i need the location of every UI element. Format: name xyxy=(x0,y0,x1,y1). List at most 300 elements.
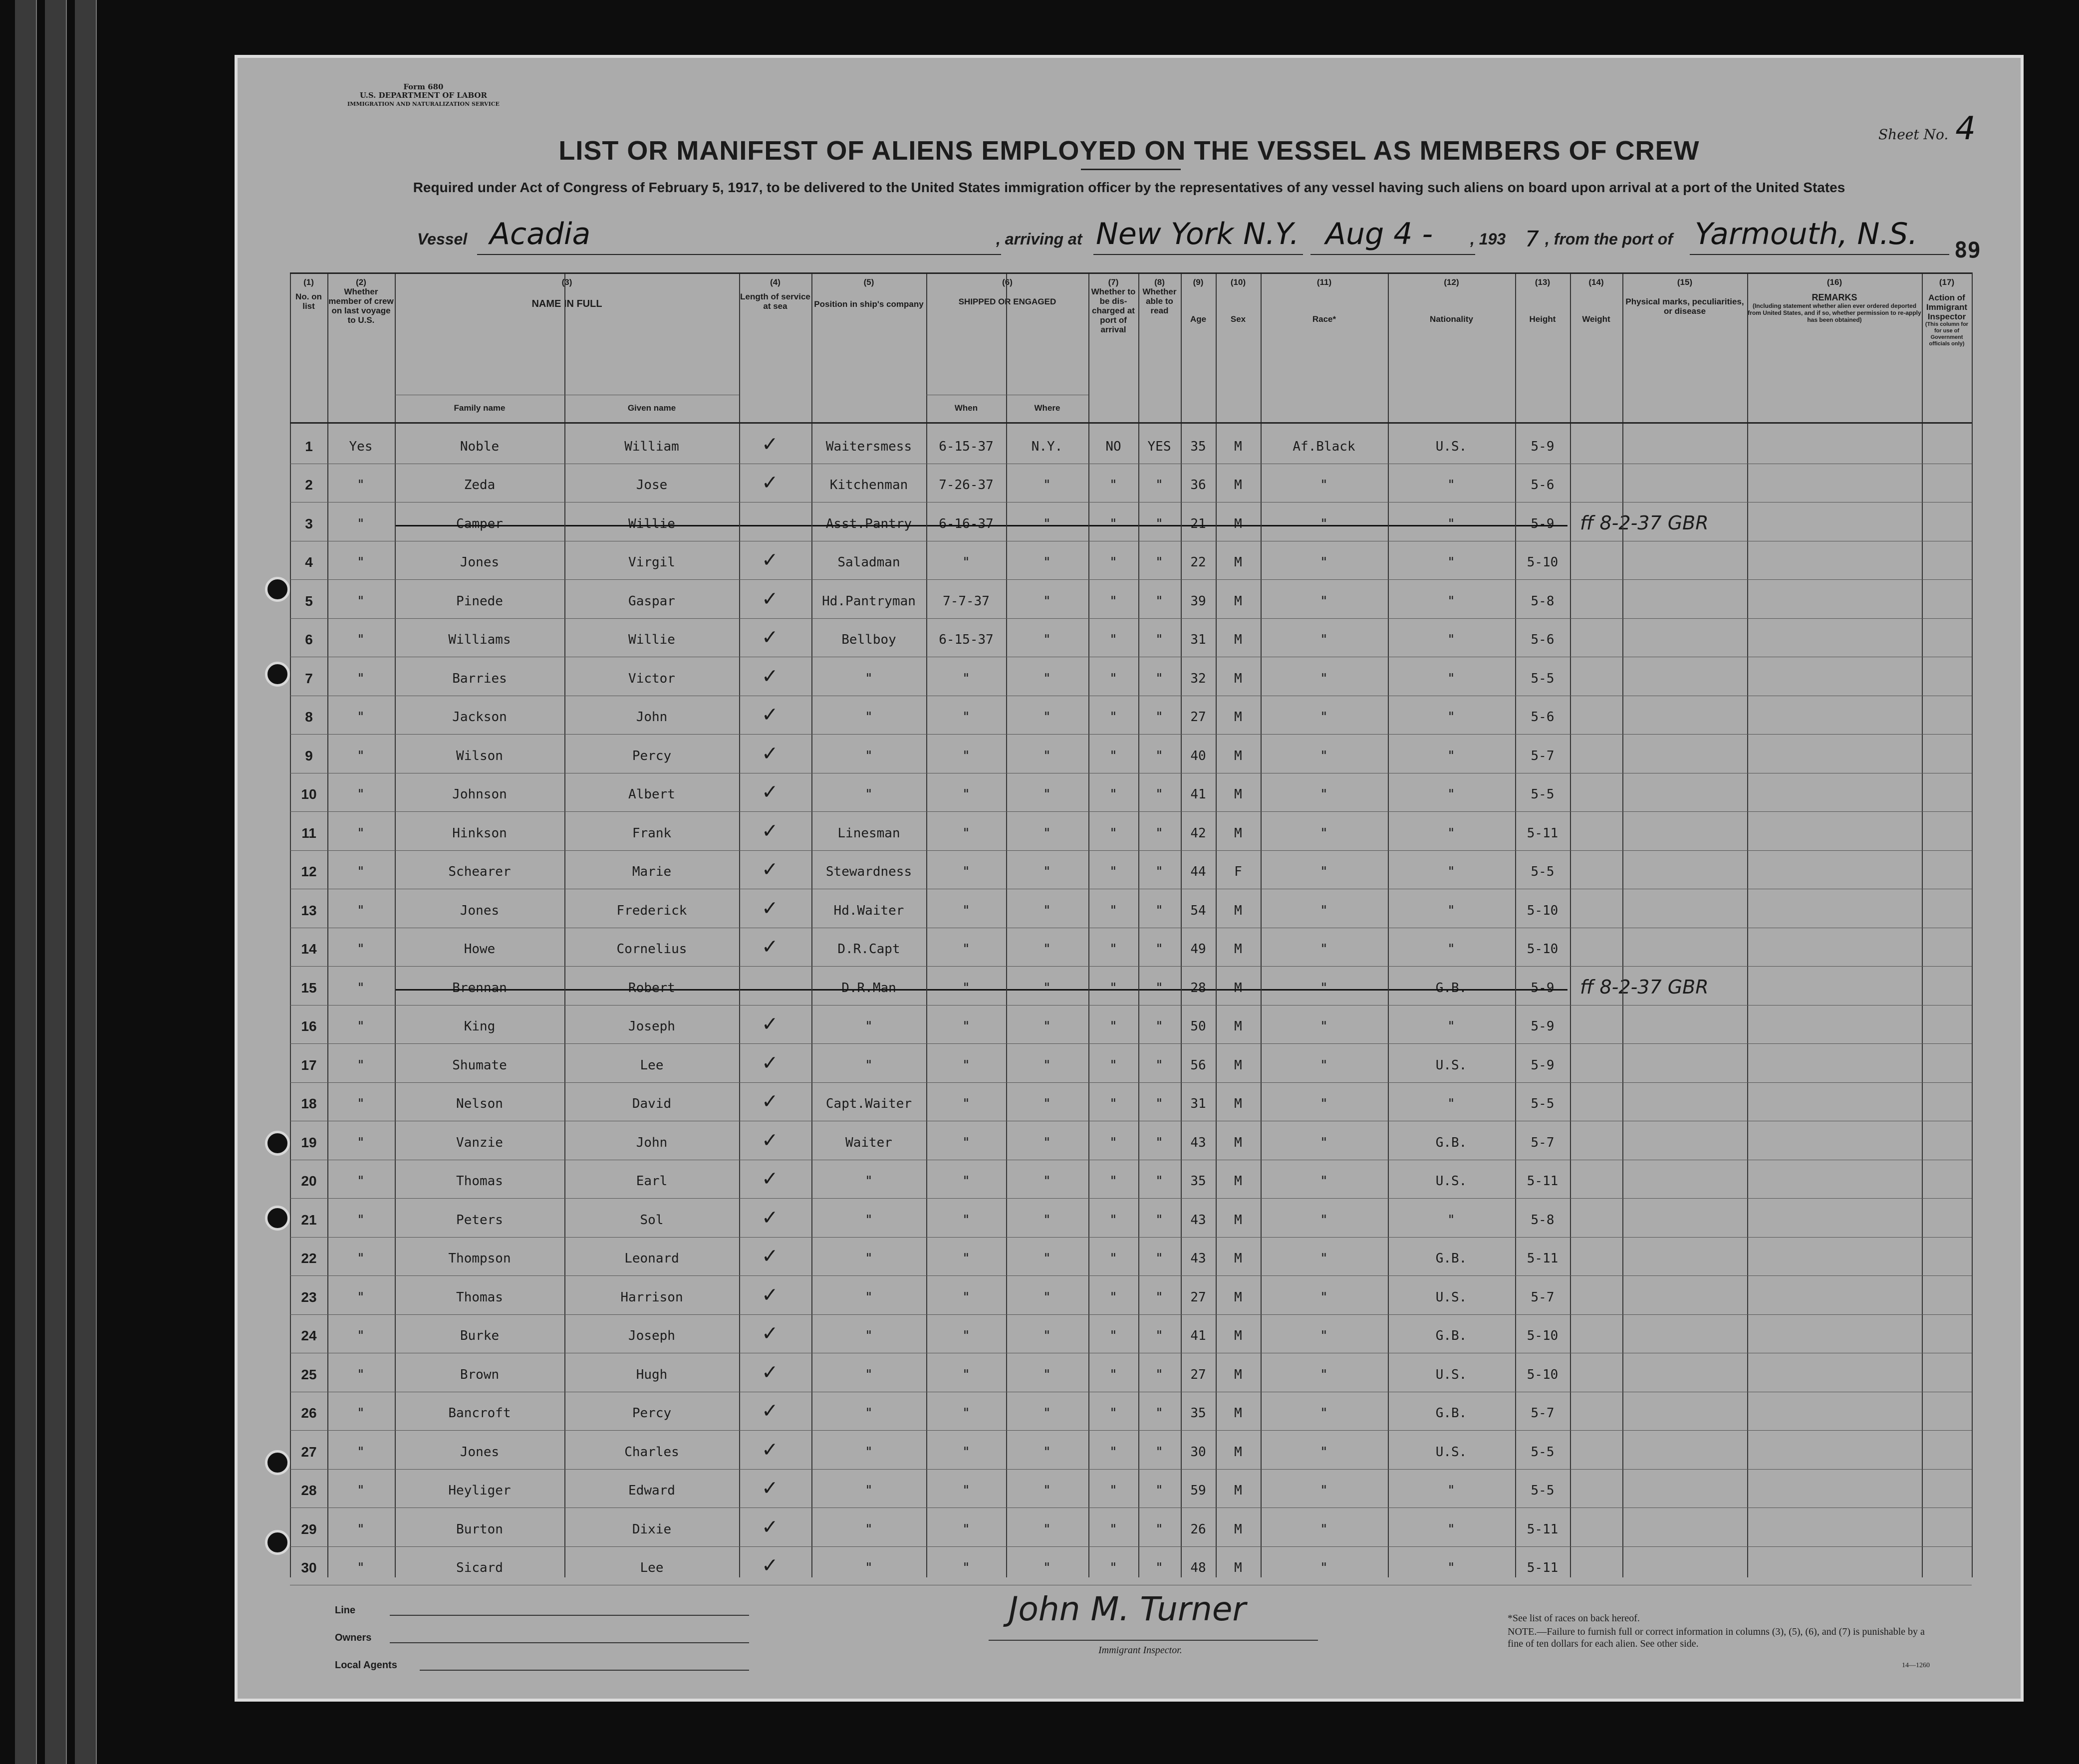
cell-age: 27 xyxy=(1190,1289,1206,1305)
cell-height: 5-9 xyxy=(1531,980,1555,996)
column-rule xyxy=(1216,272,1217,1577)
header-col4 xyxy=(739,277,811,311)
header-col14-label: Weight xyxy=(1582,314,1610,324)
column-rule xyxy=(926,272,927,1577)
cell-family-name: King xyxy=(464,1019,496,1034)
cell-race: " xyxy=(1320,1096,1328,1112)
row-rule xyxy=(290,1005,1972,1006)
cell-given-name: Joseph xyxy=(628,1019,675,1034)
cell-sex: M xyxy=(1234,516,1242,531)
cell-ship-position: Linesman xyxy=(837,825,900,841)
cell-family-name: Barries xyxy=(452,671,507,686)
cell-row-number: 5 xyxy=(305,593,313,609)
cell-race: " xyxy=(1320,1560,1328,1576)
cell-given-name: John xyxy=(636,1135,668,1150)
cell-sex: M xyxy=(1234,748,1242,763)
cell-discharged: " xyxy=(1109,942,1117,957)
cell-service-checkmark: ✓ xyxy=(762,819,779,843)
cell-age: 59 xyxy=(1190,1483,1206,1499)
cell-height: 5-7 xyxy=(1531,1289,1555,1305)
cell-family-name: Bancroft xyxy=(448,1406,511,1421)
cell-ship-position: " xyxy=(865,710,873,725)
cell-race: " xyxy=(1320,1174,1328,1189)
cell-height: 5-6 xyxy=(1531,478,1555,493)
cell-given-name: Victor xyxy=(628,671,675,686)
cell-crew-last-voyage: " xyxy=(357,748,365,763)
cell-family-name: Pinede xyxy=(456,593,503,609)
cell-shipped-where: " xyxy=(1043,593,1051,609)
cell-able-to-read: " xyxy=(1155,1174,1163,1189)
cell-family-name: Burke xyxy=(460,1328,500,1344)
row-rule xyxy=(290,1275,1972,1276)
cell-height: 5-11 xyxy=(1527,1521,1559,1537)
cell-race: " xyxy=(1320,1019,1328,1034)
cell-row-number: 23 xyxy=(301,1289,317,1305)
cell-sex: M xyxy=(1234,825,1242,841)
cell-sex: M xyxy=(1234,903,1242,918)
punch-hole xyxy=(265,1450,290,1475)
cell-able-to-read: " xyxy=(1155,1483,1163,1499)
cell-row-number: 3 xyxy=(305,515,313,531)
header-col7-label: Whether to be dis-charged at port of arrival xyxy=(1091,287,1136,334)
cell-row-number: 1 xyxy=(305,438,313,454)
header-col8-label: Whether able to read xyxy=(1142,287,1177,315)
cell-crew-last-voyage: " xyxy=(357,710,365,725)
cell-sex: M xyxy=(1234,1444,1242,1460)
column-rule xyxy=(327,272,328,1577)
column-rule xyxy=(1006,272,1007,1577)
cell-nationality: " xyxy=(1447,1019,1455,1034)
row-rule xyxy=(290,502,1972,503)
cell-ship-position: " xyxy=(865,1019,873,1034)
cell-discharged: " xyxy=(1109,516,1117,531)
cell-service-checkmark: ✓ xyxy=(762,1322,779,1345)
cell-discharged: " xyxy=(1109,903,1117,918)
cell-sex: M xyxy=(1234,1289,1242,1305)
cell-given-name: Percy xyxy=(632,1406,672,1421)
cell-shipped-when: 6-15-37 xyxy=(939,632,994,648)
cell-family-name: Burton xyxy=(456,1521,503,1537)
cell-shipped-where: " xyxy=(1043,1483,1051,1499)
cell-crew-last-voyage: " xyxy=(357,942,365,957)
cell-service-checkmark: ✓ xyxy=(762,1167,779,1191)
row-rule xyxy=(290,618,1972,619)
cell-race: " xyxy=(1320,1212,1328,1228)
cell-service-checkmark: ✓ xyxy=(762,1283,779,1307)
cell-shipped-when: 6-16-37 xyxy=(939,516,994,531)
cell-height: 5-10 xyxy=(1527,942,1559,957)
cell-height: 5-6 xyxy=(1531,710,1555,725)
cell-crew-last-voyage: " xyxy=(357,787,365,802)
cell-family-name: Wilson xyxy=(456,748,503,763)
cell-ship-position: " xyxy=(865,1521,873,1537)
cell-age: 49 xyxy=(1190,942,1206,957)
cell-shipped-when: 6-15-37 xyxy=(939,439,994,454)
cell-row-number: 12 xyxy=(301,864,317,880)
cell-nationality: " xyxy=(1447,1521,1455,1537)
header-col1-num: (1) xyxy=(303,277,314,287)
header-col1 xyxy=(290,277,327,311)
cell-discharged: " xyxy=(1109,710,1117,725)
cell-race: Af.Black xyxy=(1293,439,1355,454)
cell-service-checkmark: ✓ xyxy=(762,1477,779,1500)
column-rule xyxy=(1138,272,1139,1577)
cell-sex: M xyxy=(1234,478,1242,493)
cell-row-number: 25 xyxy=(301,1366,317,1382)
cell-given-name: Frederick xyxy=(616,903,687,918)
row-rule xyxy=(290,1043,1972,1044)
cell-service-checkmark: ✓ xyxy=(762,1361,779,1384)
cell-nationality: U.S. xyxy=(1435,1444,1467,1460)
cell-service-checkmark: ✓ xyxy=(762,858,779,881)
agents-label: Local Agents xyxy=(335,1660,397,1671)
cell-family-name: Thompson xyxy=(448,1251,511,1266)
header-col3-num: (3) xyxy=(561,277,572,287)
cell-family-name: Jones xyxy=(460,555,500,570)
cell-service-checkmark: ✓ xyxy=(762,897,779,920)
cell-discharged: " xyxy=(1109,748,1117,763)
cell-age: 30 xyxy=(1190,1444,1206,1460)
row-rule xyxy=(290,850,1972,851)
cell-age: 50 xyxy=(1190,1019,1206,1034)
agents-rule xyxy=(420,1670,749,1671)
cell-height: 5-11 xyxy=(1527,825,1559,841)
cell-shipped-where: " xyxy=(1043,1406,1051,1421)
cell-row-number: 21 xyxy=(301,1212,317,1228)
cell-age: 35 xyxy=(1190,439,1206,454)
cell-height: 5-10 xyxy=(1527,903,1559,918)
vessel-label: Vessel xyxy=(417,230,468,248)
row-rule xyxy=(290,966,1972,967)
cell-nationality: G.B. xyxy=(1435,1251,1467,1266)
cell-shipped-where: " xyxy=(1043,1096,1051,1112)
cell-able-to-read: " xyxy=(1155,632,1163,648)
cell-able-to-read: " xyxy=(1155,864,1163,880)
cell-family-name: Brown xyxy=(460,1367,500,1382)
column-rule xyxy=(290,272,291,1577)
cell-discharged: " xyxy=(1109,825,1117,841)
cell-row-number: 26 xyxy=(301,1405,317,1421)
cell-discharged: " xyxy=(1109,1483,1117,1499)
cell-shipped-when: " xyxy=(962,1367,970,1382)
cell-sex: M xyxy=(1234,980,1242,996)
cell-shipped-where: " xyxy=(1043,1057,1051,1073)
cell-crew-last-voyage: " xyxy=(357,864,365,880)
cell-race: " xyxy=(1320,1251,1328,1266)
cell-age: 56 xyxy=(1190,1057,1206,1073)
cell-ship-position: Stewardness xyxy=(825,864,912,880)
cell-ship-position: Waitersmess xyxy=(825,439,912,454)
cell-able-to-read: YES xyxy=(1147,439,1171,454)
cell-race: " xyxy=(1320,671,1328,686)
punch-hole xyxy=(265,1530,290,1555)
header-col9-label: Age xyxy=(1190,314,1207,324)
cell-age: 27 xyxy=(1190,1367,1206,1382)
cell-nationality: U.S. xyxy=(1435,1289,1467,1305)
cell-row-number: 29 xyxy=(301,1521,317,1537)
cell-crew-last-voyage: " xyxy=(357,1521,365,1537)
cell-service-checkmark: ✓ xyxy=(762,1012,779,1036)
cell-shipped-when: " xyxy=(962,1135,970,1150)
column-rule xyxy=(1088,272,1089,1577)
cell-shipped-where: " xyxy=(1043,1521,1051,1537)
title-rule xyxy=(1081,169,1181,170)
cell-service-checkmark: ✓ xyxy=(762,1515,779,1539)
cell-able-to-read: " xyxy=(1155,1057,1163,1073)
cell-able-to-read: " xyxy=(1155,980,1163,996)
cell-age: 41 xyxy=(1190,1328,1206,1344)
header-col16 xyxy=(1747,277,1922,323)
cell-shipped-where: " xyxy=(1043,1212,1051,1228)
cell-given-name: Frank xyxy=(632,825,672,841)
cell-sex: M xyxy=(1234,671,1242,686)
cell-crew-last-voyage: " xyxy=(357,516,365,531)
cell-row-number: 8 xyxy=(305,709,313,725)
cell-sex: M xyxy=(1234,593,1242,609)
cell-shipped-where: " xyxy=(1043,1019,1051,1034)
cell-nationality: U.S. xyxy=(1435,439,1467,454)
cell-family-name: Jones xyxy=(460,903,500,918)
cell-family-name: Thomas xyxy=(456,1174,503,1189)
cell-ship-position: " xyxy=(865,1367,873,1382)
vessel-underline xyxy=(477,254,1001,255)
inspector-signature: John M. Turner xyxy=(1009,1590,1246,1628)
cell-sex: M xyxy=(1234,632,1242,648)
row-rule xyxy=(290,1198,1972,1199)
cell-race: " xyxy=(1320,1444,1328,1460)
cell-ship-position: " xyxy=(865,671,873,686)
cell-service-checkmark: ✓ xyxy=(762,1090,779,1113)
cell-age: 41 xyxy=(1190,787,1206,802)
cell-service-checkmark: ✓ xyxy=(762,703,779,727)
cell-ship-position: Saladman xyxy=(837,555,900,570)
row-rule xyxy=(290,1430,1972,1431)
from-underline xyxy=(1690,254,1949,255)
column-rule xyxy=(564,272,565,1577)
cell-service-checkmark: ✓ xyxy=(762,1051,779,1075)
inspector-label: Immigrant Inspector. xyxy=(1098,1645,1182,1656)
cell-row-number: 13 xyxy=(301,902,317,918)
cell-discharged: " xyxy=(1109,555,1117,570)
cell-shipped-where: " xyxy=(1043,980,1051,996)
cell-shipped-where: " xyxy=(1043,671,1051,686)
cell-annotation: ff 8-2-37 GBR xyxy=(1580,976,1709,998)
cell-age: 54 xyxy=(1190,903,1206,918)
cell-ship-position: " xyxy=(865,1289,873,1305)
row-rule xyxy=(290,579,1972,580)
cell-race: " xyxy=(1320,825,1328,841)
arrival-date: Aug 4 - xyxy=(1325,217,1433,252)
cell-family-name: Hinkson xyxy=(452,825,507,841)
header-col16-sub: (Including statement whether alien ever ordered deported from United States, and if so, whether permission to re-apply has been obtained) xyxy=(1748,302,1921,323)
punch-hole xyxy=(265,662,290,687)
column-rule xyxy=(1570,272,1571,1577)
header-col13 xyxy=(1515,277,1570,324)
cell-sex: M xyxy=(1234,1251,1242,1266)
cell-discharged: " xyxy=(1109,980,1117,996)
cell-given-name: Joseph xyxy=(628,1328,675,1344)
cell-nationality: G.B. xyxy=(1435,980,1467,996)
cell-nationality: " xyxy=(1447,1483,1455,1499)
header-col17-sub: (This column for for use of Government officials only) xyxy=(1925,321,1969,347)
cell-annotation: ff 8-2-37 GBR xyxy=(1580,511,1709,534)
row-rule xyxy=(290,1546,1972,1547)
header-col17-label: Action of Immigrant Inspector xyxy=(1926,293,1968,321)
cell-discharged: " xyxy=(1109,1406,1117,1421)
crew-table xyxy=(290,272,1972,1577)
cell-row-number: 24 xyxy=(301,1328,317,1344)
cell-row-number: 17 xyxy=(301,1057,317,1073)
cell-able-to-read: " xyxy=(1155,516,1163,531)
cell-discharged: " xyxy=(1109,1135,1117,1150)
cell-race: " xyxy=(1320,593,1328,609)
cell-age: 43 xyxy=(1190,1212,1206,1228)
header-col5 xyxy=(811,277,926,309)
cell-sex: M xyxy=(1234,1212,1242,1228)
owners-rule xyxy=(390,1642,749,1643)
page-footer xyxy=(290,1590,1972,1690)
cell-family-name: Heyliger xyxy=(448,1483,511,1499)
cell-crew-last-voyage: " xyxy=(357,1560,365,1576)
stamp-number: 89 xyxy=(1954,238,1981,263)
cell-ship-position: " xyxy=(865,1057,873,1073)
cell-height: 5-5 xyxy=(1531,671,1555,686)
arriving-label: , arriving at xyxy=(996,230,1082,248)
cell-shipped-when: " xyxy=(962,710,970,725)
cell-able-to-read: " xyxy=(1155,1367,1163,1382)
sheet-value: 4 xyxy=(1955,110,1976,147)
row-rule xyxy=(290,1314,1972,1315)
cell-age: 39 xyxy=(1190,593,1206,609)
cell-service-checkmark: ✓ xyxy=(762,433,779,456)
cell-shipped-when: " xyxy=(962,825,970,841)
cell-shipped-where: " xyxy=(1043,1174,1051,1189)
cell-able-to-read: " xyxy=(1155,1560,1163,1576)
cell-height: 5-9 xyxy=(1531,439,1555,454)
header-col2-label: Whether member of crew on last voyage to U.S. xyxy=(328,287,394,325)
cell-row-number: 7 xyxy=(305,670,313,686)
header-col2 xyxy=(327,277,395,325)
arriving-port: New York N.Y. xyxy=(1096,217,1299,252)
cell-crew-last-voyage: Yes xyxy=(349,439,373,454)
cell-given-name: Gaspar xyxy=(628,593,675,609)
header-col13-num: (13) xyxy=(1535,277,1551,287)
cell-race: " xyxy=(1320,1057,1328,1073)
penalty-note: NOTE.—Failure to furnish full or correct information in columns (3), (5), (6), and (7) is punishable by a fine of ten dollars for each alien. See other side. xyxy=(1508,1626,1925,1649)
cell-row-number: 6 xyxy=(305,632,313,648)
header-col4-num: (4) xyxy=(770,277,780,287)
cell-family-name: Peters xyxy=(456,1212,503,1228)
cell-discharged: " xyxy=(1109,1174,1117,1189)
header-col11 xyxy=(1261,277,1388,324)
cell-shipped-where: " xyxy=(1043,1444,1051,1460)
cell-nationality: " xyxy=(1447,632,1455,648)
header-col6-num: (6) xyxy=(1002,277,1013,287)
cell-given-name: Lee xyxy=(640,1057,664,1073)
cell-crew-last-voyage: " xyxy=(357,1328,365,1344)
header-given-name: Given name xyxy=(627,403,676,413)
cell-sex: M xyxy=(1234,1057,1242,1073)
cell-height: 5-5 xyxy=(1531,864,1555,880)
header-where: Where xyxy=(1034,403,1060,413)
header-col2-num: (2) xyxy=(356,277,366,287)
cell-age: 42 xyxy=(1190,825,1206,841)
cell-discharged: " xyxy=(1109,1289,1117,1305)
cell-nationality: G.B. xyxy=(1435,1406,1467,1421)
cell-shipped-where: " xyxy=(1043,1251,1051,1266)
header-col11-label: Race* xyxy=(1312,314,1336,324)
form-department: U.S. DEPARTMENT OF LABOR xyxy=(359,91,487,100)
cell-able-to-read: " xyxy=(1155,1212,1163,1228)
cell-sex: M xyxy=(1234,1483,1242,1499)
cell-sex: M xyxy=(1234,1560,1242,1576)
cell-sex: M xyxy=(1234,1174,1242,1189)
cell-able-to-read: " xyxy=(1155,710,1163,725)
cell-race: " xyxy=(1320,942,1328,957)
cell-age: 40 xyxy=(1190,748,1206,763)
cell-row-number: 28 xyxy=(301,1483,317,1499)
cell-shipped-where: " xyxy=(1043,748,1051,763)
cell-shipped-where: " xyxy=(1043,1328,1051,1344)
cell-given-name: Jose xyxy=(636,478,668,493)
header-col8-num: (8) xyxy=(1154,277,1165,287)
cell-age: 43 xyxy=(1190,1135,1206,1150)
header-col7-num: (7) xyxy=(1108,277,1119,287)
cell-height: 5-8 xyxy=(1531,593,1555,609)
cell-able-to-read: " xyxy=(1155,748,1163,763)
table-top-rule xyxy=(290,272,1972,274)
cell-shipped-where: " xyxy=(1043,516,1051,531)
cell-family-name: Nelson xyxy=(456,1096,503,1112)
cell-able-to-read: " xyxy=(1155,1019,1163,1034)
cell-family-name: Johnson xyxy=(452,787,507,802)
cell-nationality: " xyxy=(1447,516,1455,531)
cell-race: " xyxy=(1320,1521,1328,1537)
cell-nationality: U.S. xyxy=(1435,1174,1467,1189)
cell-discharged: " xyxy=(1109,1057,1117,1073)
cell-shipped-when: " xyxy=(962,1521,970,1537)
cell-height: 5-6 xyxy=(1531,632,1555,648)
cell-shipped-when: " xyxy=(962,1444,970,1460)
strike-through-line xyxy=(395,989,1567,991)
header-col14 xyxy=(1570,277,1622,324)
header-col5-label: Position in ship's company xyxy=(814,299,924,309)
column-rule xyxy=(395,272,396,1577)
cell-crew-last-voyage: " xyxy=(357,1135,365,1150)
cell-crew-last-voyage: " xyxy=(357,903,365,918)
cell-height: 5-5 xyxy=(1531,787,1555,802)
cell-race: " xyxy=(1320,1406,1328,1421)
cell-ship-position: " xyxy=(865,1212,873,1228)
cell-given-name: Harrison xyxy=(620,1289,683,1305)
cell-sex: M xyxy=(1234,710,1242,725)
cell-given-name: Hugh xyxy=(636,1367,668,1382)
cell-shipped-where: " xyxy=(1043,1289,1051,1305)
cell-able-to-read: " xyxy=(1155,478,1163,493)
cell-crew-last-voyage: " xyxy=(357,1367,365,1382)
cell-shipped-where: " xyxy=(1043,864,1051,880)
cell-age: 31 xyxy=(1190,1096,1206,1112)
cell-shipped-where: " xyxy=(1043,825,1051,841)
cell-discharged: " xyxy=(1109,1096,1117,1112)
header-col5-num: (5) xyxy=(863,277,874,287)
cell-age: 48 xyxy=(1190,1560,1206,1576)
cell-family-name: Williams xyxy=(448,632,511,648)
cell-nationality: " xyxy=(1447,710,1455,725)
form-number: Form 680 xyxy=(403,82,444,91)
cell-service-checkmark: ✓ xyxy=(762,1399,779,1423)
cell-sex: M xyxy=(1234,1096,1242,1112)
